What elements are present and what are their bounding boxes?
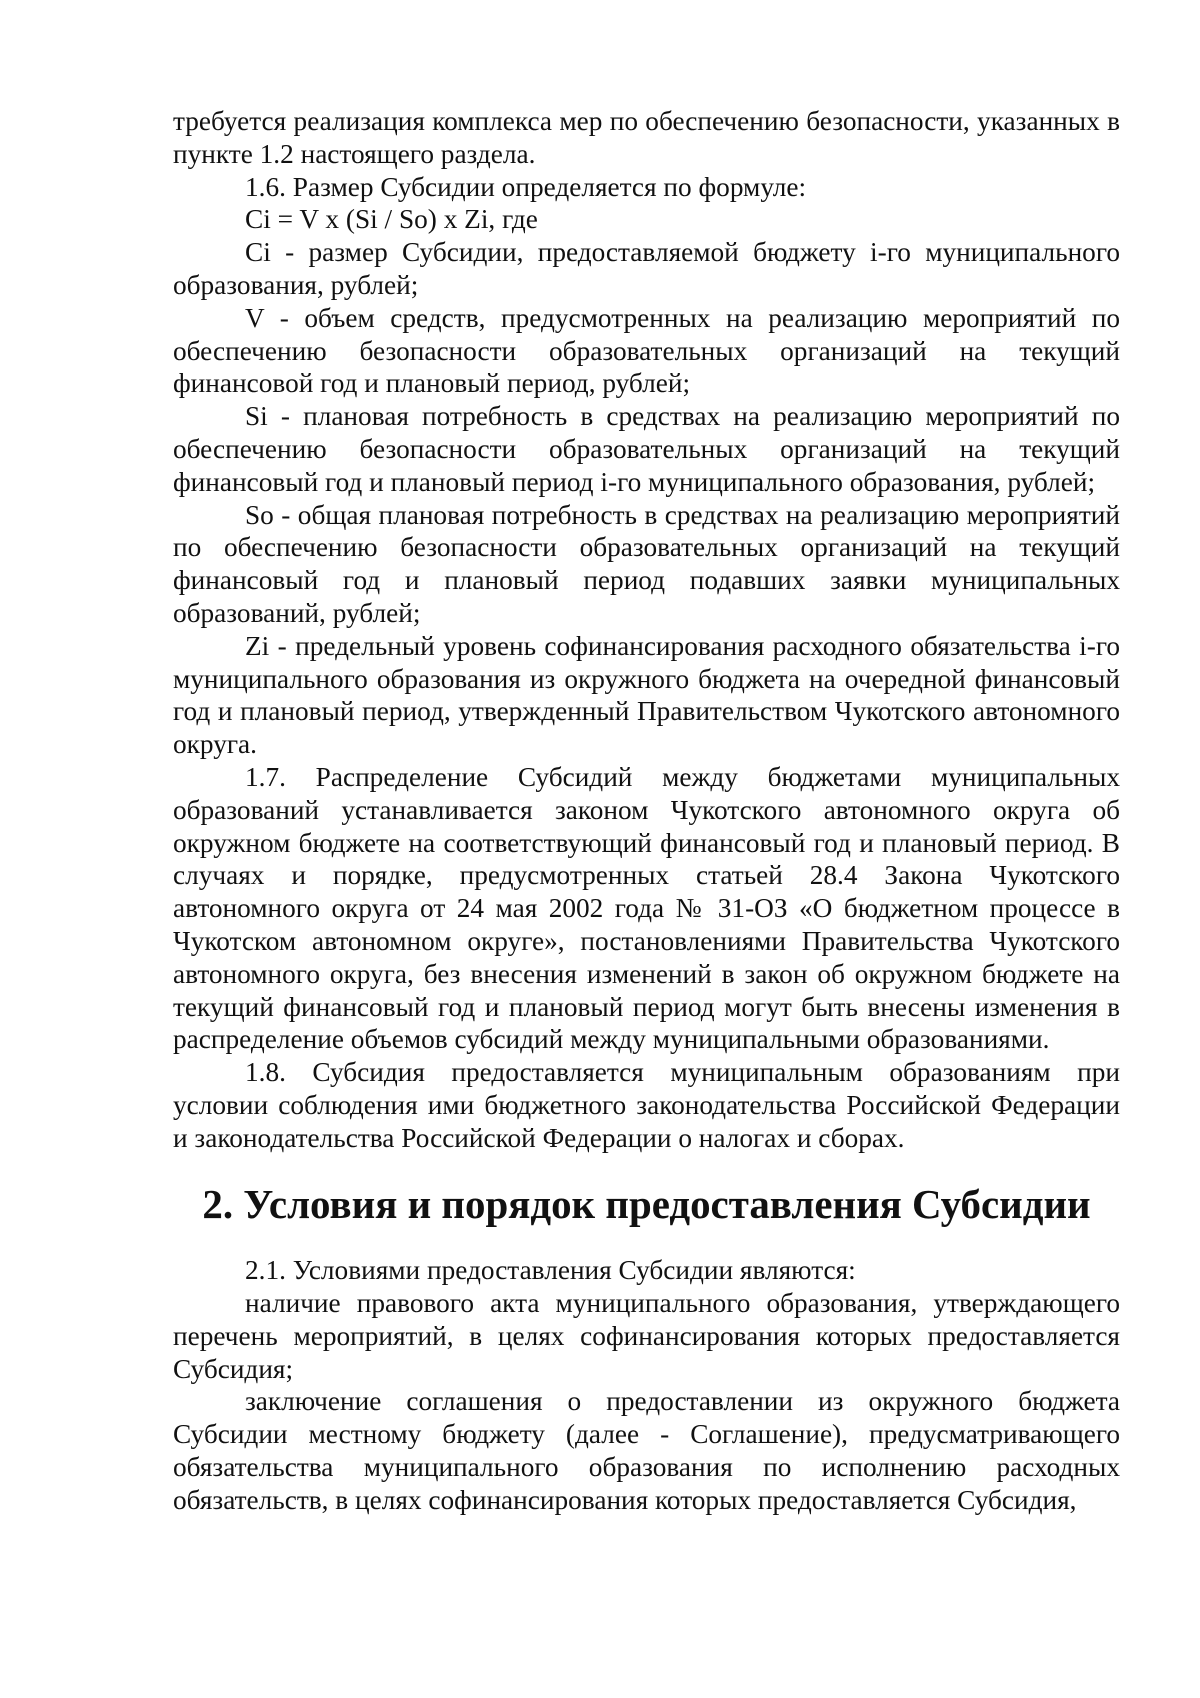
paragraph-ci-definition: Ci - размер Субсидии, предоставляемой бюджету i-го муниципального образования, рублей; <box>173 237 1120 300</box>
document-page <box>173 105 1120 1517</box>
paragraph-1-8: 1.8. Субсидия предоставляется муниципальным образованиям при условии соблюдения ими бюджетного законодательства Российской Федерации и законодательства Российской Федерации о налогах и сборах. <box>173 1057 1120 1153</box>
paragraph-si-definition: Si - плановая потребность в средствах на реализацию мероприятий по обеспечению безопасности образовательных организаций на текущий финансовый год и плановый период i-го муниципального образования, рублей; <box>173 401 1120 497</box>
paragraph-v-definition: V - объем средств, предусмотренных на реализацию мероприятий по обеспечению безопасности образовательных организаций на текущий финансовой год и плановый период, рублей; <box>173 302 1120 399</box>
paragraph-zi-definition: Zi - предельный уровень софинансирования расходного обязательства i-го муниципального образования из окружного бюджета на очередной финансовый год и плановый период, утвержденный Правительством Чукотского автономного округа. <box>173 630 1120 760</box>
paragraph-agreement: заключение соглашения о предоставлении из окружного бюджета Субсидии местному бюджету (далее - Соглашение), предусматривающего обязательства муниципального образования по исполнению расходных обязательств, в целях софинансирования которых предоставляется Субсидия, <box>173 1386 1120 1515</box>
paragraph-so-definition: So - общая плановая потребность в средствах на реализацию мероприятий по обеспечению безопасности образовательных организаций на текущий финансовый год и плановый период подавших заявки муниципальных образований, рублей; <box>173 499 1120 628</box>
paragraph-continuation: требуется реализация комплекса мер по обеспечению безопасности, указанных в пункте 1.2 настоящего раздела. <box>173 106 1120 169</box>
paragraph-formula: Ci = V x (Si / So) x Zi, где <box>245 204 538 235</box>
section-heading: 2. Условия и порядок предоставления Субсидии <box>202 1181 1091 1227</box>
paragraph-1-6: 1.6. Размер Субсидии определяется по формуле: <box>245 171 807 202</box>
paragraph-1-7: 1.7. Распределение Субсидий между бюджетами муниципальных образований устанавливается законом Чукотского автономного округа об окружном бюджете на соответствующий финансовый год и плановый период. В случаях и порядке, предусмотренных статьей 28.4 Закона Чукотского автономного округа от 24 мая 2002 года № 31-ОЗ «О бюджетном процессе в Чукотском автономном округе», постановлениями Правительства Чукотского автономного округа, без внесения изменений в закон об окружном бюджете на текущий финансовый год и плановый период могут быть внесены изменения в распределение объемов субсидий между муниципальными образованиями. <box>173 761 1120 1055</box>
paragraph-2-1: 2.1. Условиями предоставления Субсидии являются: <box>245 1255 856 1286</box>
paragraph-legal-act: наличие правового акта муниципального образования, утверждающего перечень мероприятий, в целях софинансирования которых предоставляется Субсидия; <box>173 1288 1120 1384</box>
